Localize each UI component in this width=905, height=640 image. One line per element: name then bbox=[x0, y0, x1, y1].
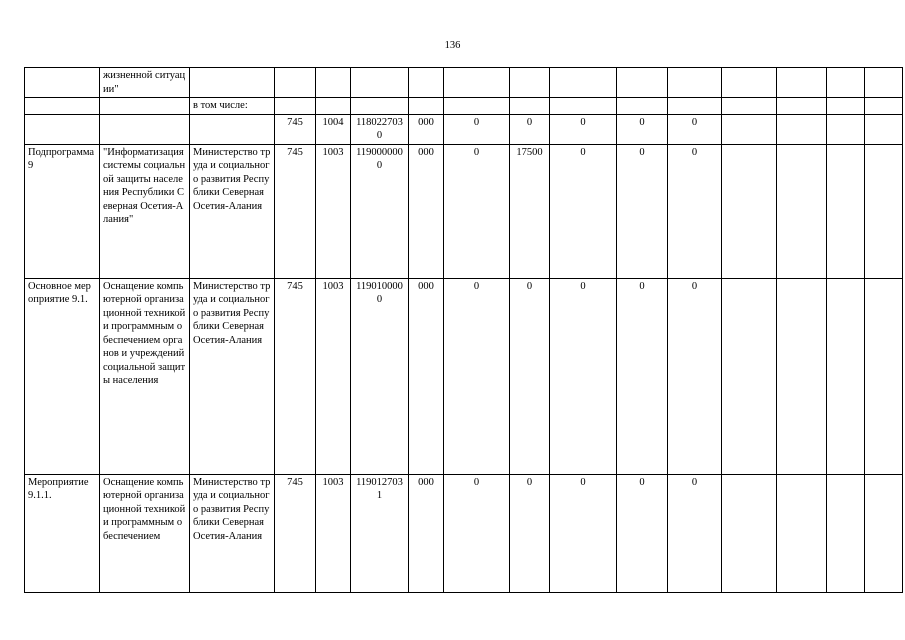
cell-vr: 000 bbox=[409, 114, 444, 144]
cell-empty bbox=[722, 68, 777, 98]
cell-empty bbox=[722, 98, 777, 115]
cell-status bbox=[25, 114, 100, 144]
cell-year-2: 0 bbox=[510, 114, 550, 144]
cell-responsible bbox=[190, 114, 275, 144]
cell-csr bbox=[351, 68, 409, 98]
cell-empty bbox=[827, 114, 865, 144]
cell-grbs: 745 bbox=[275, 278, 316, 474]
cell-year-5: 0 bbox=[668, 278, 722, 474]
cell-status: Мероприятие 9.1.1. bbox=[25, 474, 100, 592]
cell-status: Основное мероприятие 9.1. bbox=[25, 278, 100, 474]
cell-year-2: 0 bbox=[510, 474, 550, 592]
cell-year-1 bbox=[444, 68, 510, 98]
cell-name: Оснащение компьютерной организационной техникой и программным обеспечением bbox=[100, 474, 190, 592]
cell-year-5 bbox=[668, 98, 722, 115]
cell-csr bbox=[351, 98, 409, 115]
cell-year-1: 0 bbox=[444, 114, 510, 144]
cell-empty bbox=[722, 474, 777, 592]
table-row bbox=[25, 98, 903, 115]
cell-year-2 bbox=[510, 98, 550, 115]
table-row bbox=[25, 474, 903, 592]
cell-csr: 1190127031 bbox=[351, 474, 409, 592]
cell-name: "Информатизация системы социальной защиты населения Республики Северная Осетия-Алания" bbox=[100, 144, 190, 278]
cell-year-4: 0 bbox=[617, 278, 668, 474]
cell-responsible: Министерство труда и социального развития Республики Северная Осетия-Алания bbox=[190, 474, 275, 592]
cell-status bbox=[25, 68, 100, 98]
cell-vr: 000 bbox=[409, 474, 444, 592]
cell-empty bbox=[865, 278, 903, 474]
cell-rzpr: 1003 bbox=[316, 278, 351, 474]
budget-table bbox=[24, 67, 903, 593]
cell-empty bbox=[722, 144, 777, 278]
cell-responsible: в том числе: bbox=[190, 98, 275, 115]
cell-empty bbox=[722, 114, 777, 144]
cell-vr bbox=[409, 68, 444, 98]
cell-year-2 bbox=[510, 68, 550, 98]
cell-year-4: 0 bbox=[617, 474, 668, 592]
cell-rzpr: 1003 bbox=[316, 474, 351, 592]
page-number: 136 bbox=[444, 40, 461, 51]
cell-year-5: 0 bbox=[668, 144, 722, 278]
cell-csr: 1180227030 bbox=[351, 114, 409, 144]
cell-year-5 bbox=[668, 68, 722, 98]
cell-vr bbox=[409, 98, 444, 115]
cell-csr: 1190000000 bbox=[351, 144, 409, 278]
cell-grbs bbox=[275, 98, 316, 115]
cell-empty bbox=[865, 98, 903, 115]
cell-year-4 bbox=[617, 98, 668, 115]
cell-empty bbox=[722, 278, 777, 474]
cell-year-3: 0 bbox=[550, 144, 617, 278]
cell-empty bbox=[865, 474, 903, 592]
cell-empty bbox=[777, 278, 827, 474]
cell-year-3 bbox=[550, 98, 617, 115]
cell-empty bbox=[827, 144, 865, 278]
cell-year-5: 0 bbox=[668, 474, 722, 592]
cell-year-4 bbox=[617, 68, 668, 98]
cell-rzpr: 1004 bbox=[316, 114, 351, 144]
cell-year-2: 17500 bbox=[510, 144, 550, 278]
cell-empty bbox=[827, 98, 865, 115]
cell-name: Оснащение компьютерной организационной техникой и программным обеспечением органов и учреждений социальной защиты населения bbox=[100, 278, 190, 474]
cell-empty bbox=[865, 144, 903, 278]
cell-vr: 000 bbox=[409, 144, 444, 278]
cell-year-4: 0 bbox=[617, 144, 668, 278]
table-row bbox=[25, 144, 903, 278]
cell-status: Подпрограмма 9 bbox=[25, 144, 100, 278]
cell-responsible: Министерство труда и социального развития Республики Северная Осетия-Алания bbox=[190, 144, 275, 278]
cell-empty bbox=[827, 278, 865, 474]
cell-year-1: 0 bbox=[444, 278, 510, 474]
cell-year-3: 0 bbox=[550, 278, 617, 474]
cell-empty bbox=[865, 114, 903, 144]
cell-name bbox=[100, 114, 190, 144]
cell-grbs bbox=[275, 68, 316, 98]
cell-name bbox=[100, 98, 190, 115]
cell-empty bbox=[865, 68, 903, 98]
cell-empty bbox=[777, 68, 827, 98]
table-row bbox=[25, 114, 903, 144]
cell-empty bbox=[777, 144, 827, 278]
cell-rzpr bbox=[316, 68, 351, 98]
cell-grbs: 745 bbox=[275, 474, 316, 592]
cell-year-3: 0 bbox=[550, 114, 617, 144]
cell-responsible bbox=[190, 68, 275, 98]
cell-vr: 000 bbox=[409, 278, 444, 474]
cell-year-1: 0 bbox=[444, 144, 510, 278]
cell-name: жизненной ситуации" bbox=[100, 68, 190, 98]
cell-year-3 bbox=[550, 68, 617, 98]
cell-csr: 1190100000 bbox=[351, 278, 409, 474]
cell-grbs: 745 bbox=[275, 144, 316, 278]
cell-empty bbox=[777, 114, 827, 144]
table-row bbox=[25, 68, 903, 98]
cell-year-5: 0 bbox=[668, 114, 722, 144]
cell-year-4: 0 bbox=[617, 114, 668, 144]
cell-rzpr: 1003 bbox=[316, 144, 351, 278]
table-body bbox=[25, 68, 903, 593]
cell-year-1 bbox=[444, 98, 510, 115]
cell-status bbox=[25, 98, 100, 115]
cell-empty bbox=[777, 474, 827, 592]
cell-empty bbox=[777, 98, 827, 115]
cell-year-2: 0 bbox=[510, 278, 550, 474]
cell-year-3: 0 bbox=[550, 474, 617, 592]
cell-responsible: Министерство труда и социального развития Республики Северная Осетия-Алания bbox=[190, 278, 275, 474]
cell-empty bbox=[827, 474, 865, 592]
cell-empty bbox=[827, 68, 865, 98]
cell-year-1: 0 bbox=[444, 474, 510, 592]
cell-rzpr bbox=[316, 98, 351, 115]
cell-grbs: 745 bbox=[275, 114, 316, 144]
table-row bbox=[25, 278, 903, 474]
